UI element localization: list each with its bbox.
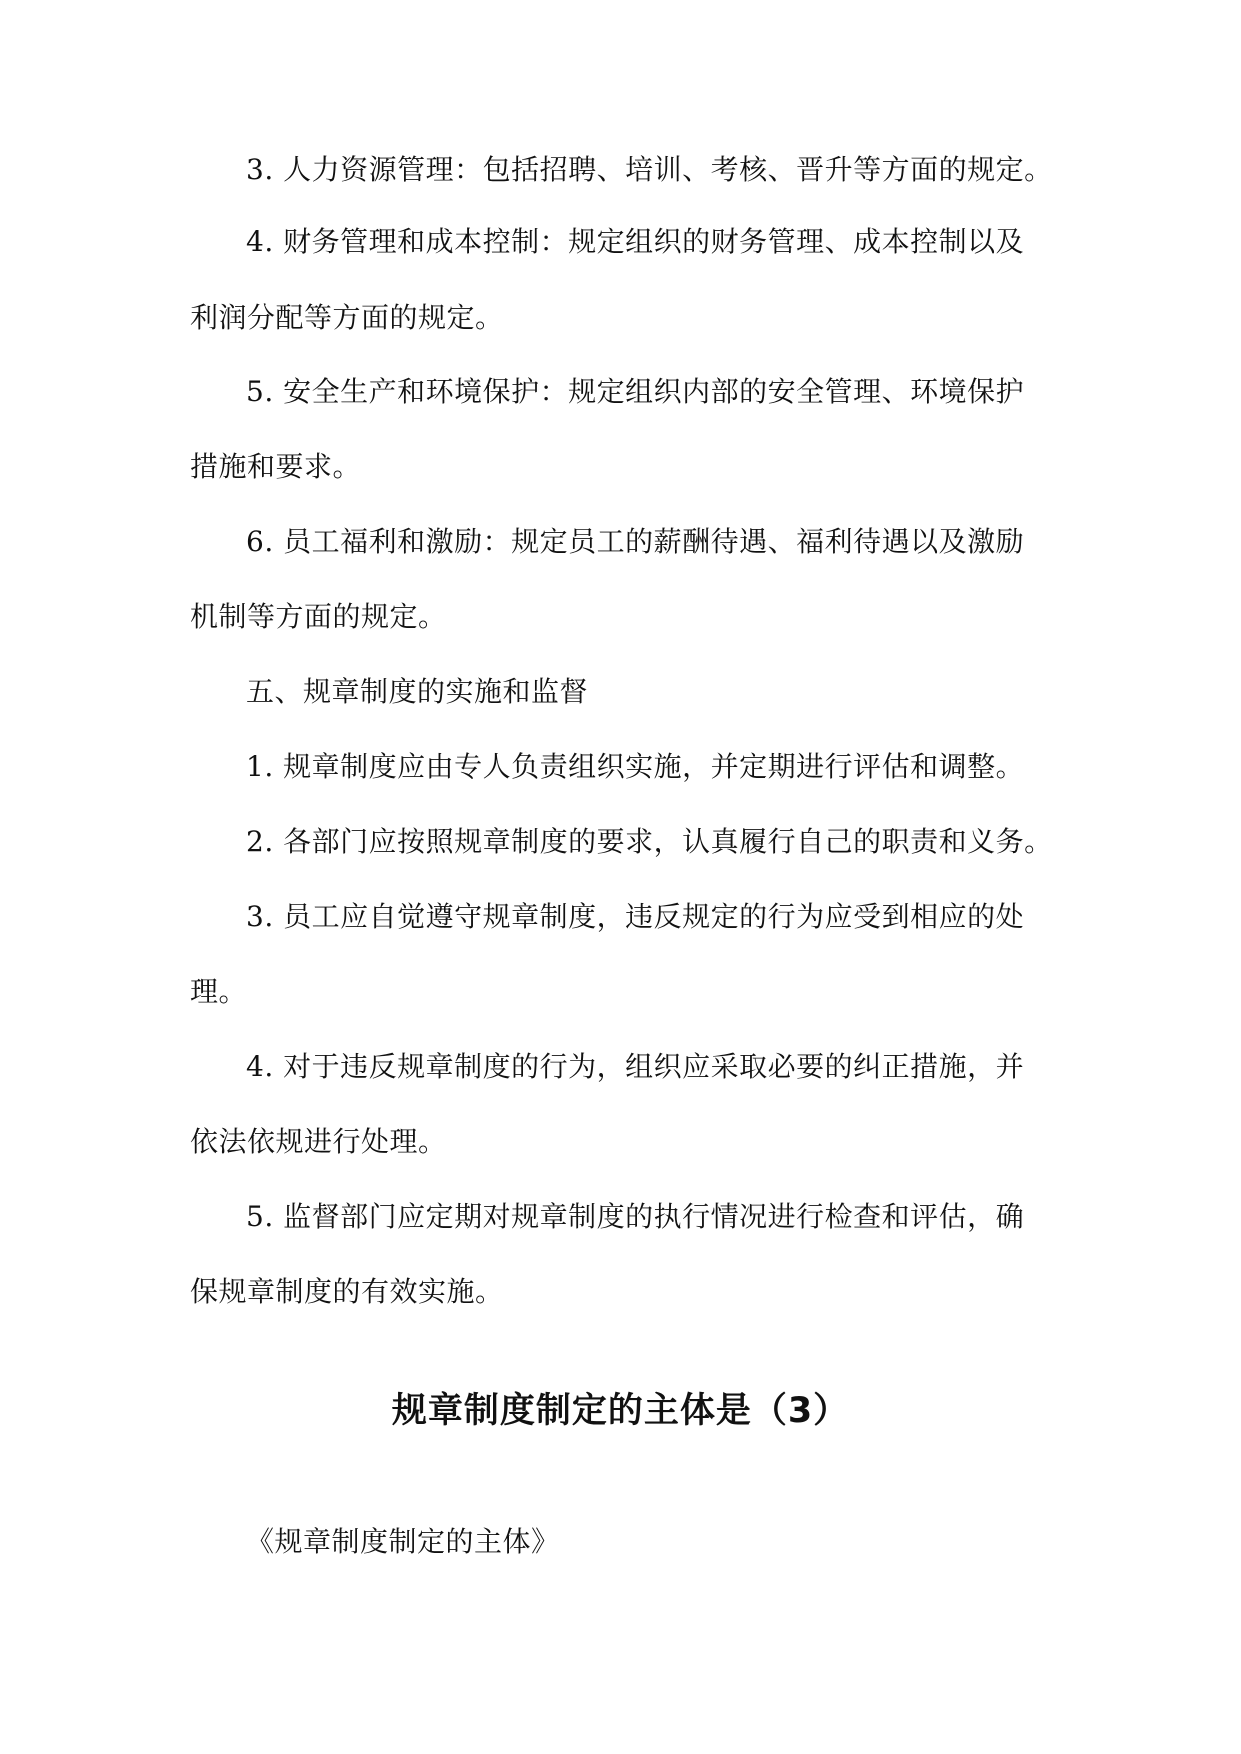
paragraph-safety-line2: 措施和要求。 (190, 450, 362, 483)
paragraph-supervision-line2: 保规章制度的有效实施。 (190, 1275, 504, 1308)
paragraph-safety-line1: 5. 安全生产和环境保护：规定组织内部的安全管理、环境保护 (246, 375, 1025, 408)
paragraph-hr-management: 3. 人力资源管理：包括招聘、培训、考核、晋升等方面的规定。 (246, 153, 1053, 186)
paragraph-employees-line1: 3. 员工应自觉遵守规章制度，违反规定的行为应受到相应的处 (246, 900, 1025, 933)
paragraph-welfare-line2: 机制等方面的规定。 (190, 600, 447, 633)
paragraph-supervision-line1: 5. 监督部门应定期对规章制度的执行情况进行检查和评估，确 (246, 1200, 1025, 1233)
paragraph-violations-line2: 依法依规进行处理。 (190, 1125, 447, 1158)
paragraph-departments: 2. 各部门应按照规章制度的要求，认真履行自己的职责和义务。 (246, 825, 1053, 858)
paragraph-implementation: 1. 规章制度应由专人负责组织实施，并定期进行评估和调整。 (246, 750, 1025, 783)
paragraph-finance-line2: 利润分配等方面的规定。 (190, 301, 504, 334)
paragraph-violations-line1: 4. 对于违反规章制度的行为，组织应采取必要的纠正措施，并 (246, 1050, 1025, 1083)
paragraph-welfare-line1: 6. 员工福利和激励：规定员工的薪酬待遇、福利待遇以及激励 (246, 525, 1025, 558)
article-heading: 规章制度制定的主体是（3） (391, 1391, 850, 1431)
paragraph-employees-line2: 理。 (190, 975, 248, 1008)
paragraph-finance-line1: 4. 财务管理和成本控制：规定组织的财务管理、成本控制以及 (246, 225, 1025, 258)
section-five-title: 五、规章制度的实施和监督 (246, 675, 589, 708)
article-subtitle: 《规章制度制定的主体》 (246, 1525, 560, 1558)
